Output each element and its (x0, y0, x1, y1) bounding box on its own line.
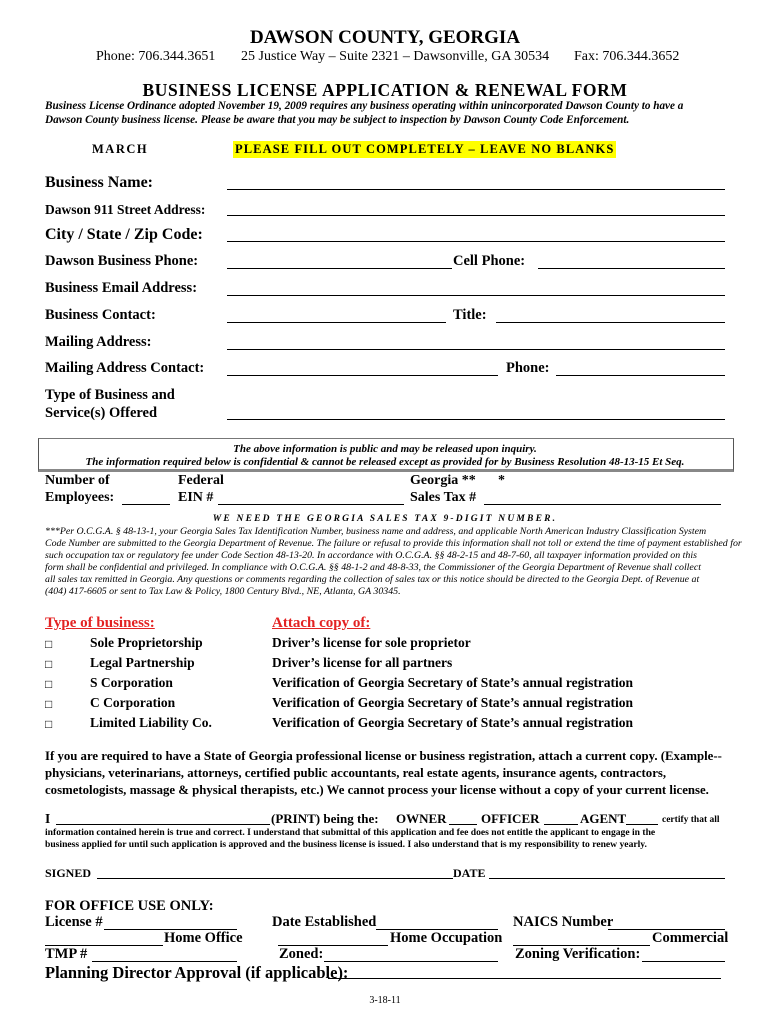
signature-field[interactable] (97, 878, 453, 879)
county-title: DAWSON COUNTY, GEORGIA (249, 27, 521, 48)
fax-text: Fax: 706.344.3652 (574, 49, 680, 64)
mailing-address-field[interactable] (227, 349, 725, 350)
form-title: BUSINESS LICENSE APPLICATION & RENEWAL FORM (142, 80, 628, 100)
fill-notice: PLEASE FILL OUT COMPLETELY – LEAVE NO BLANKS (235, 142, 615, 156)
attach-s-corporation: Verification of Georgia Secretary of State’s annual registration (272, 675, 634, 690)
professional-line-3: cosmetologists, massage & physical therapists, etc.) We cannot process your license without a copy of your current license. (45, 783, 709, 797)
date-established-label: Date Established (272, 914, 377, 930)
georgia-label: Georgia ** (410, 473, 476, 488)
print-label: (PRINT) being the: (271, 811, 379, 826)
checkbox-legal-partnership[interactable]: □ (45, 657, 53, 671)
zoned-label: Zoned: (279, 946, 324, 962)
services-offered-field[interactable] (227, 419, 725, 420)
type-of-business-heading: Type of business: (45, 615, 155, 631)
owner-label: OWNER (396, 811, 447, 826)
officer-label: OFFICER (481, 811, 540, 826)
mailing-contact-field[interactable] (227, 375, 498, 376)
fine-line-2: Code Number are submitted to the Georgia Department of Revenue. The failure or refusal to provide this information shall not toll or extend the time of payment established for (45, 538, 742, 550)
tmp-field[interactable] (92, 961, 237, 962)
print-name-field[interactable] (56, 824, 270, 825)
certify-line-1: information contained herein is true and correct. I understand that submittal of this application and fee does not entitle the applicant to engage in the (45, 827, 656, 838)
business-phone-field[interactable] (227, 268, 452, 269)
fine-line-6: (404) 417-6605 or sent to Tax Law & Policy, 1800 Century Blvd., NE, Atlanta, GA 30345. (45, 586, 401, 598)
cell-phone-label: Cell Phone: (453, 253, 526, 269)
fine-line-3: such occupation tax or regulatory fee under Code Section 48-13-20. In accordance with O.C.G.A. §§ 48-2-15 and 48-7-60, all taxpayer information provided on this (45, 550, 697, 562)
mailing-contact-label: Mailing Address Contact: (45, 360, 205, 376)
planning-approval-field[interactable] (328, 978, 721, 979)
office-use-heading: FOR OFFICE USE ONLY: (45, 898, 214, 914)
type-legal-partnership: Legal Partnership (90, 655, 195, 670)
services-offered-label: Service(s) Offered (45, 405, 158, 421)
attach-c-corporation: Verification of Georgia Secretary of State’s annual registration (272, 695, 634, 710)
owner-field[interactable] (449, 824, 477, 825)
month-label: MARCH (92, 142, 149, 156)
tax-fine-print (45, 526, 742, 599)
cell-phone-field[interactable] (538, 268, 725, 269)
revision-date: 3-18-11 (369, 995, 401, 1006)
confidential-notice: The information required below is confidential & cannot be released except as provided for by Business Resolution 48-13-15 Et Seq. (85, 456, 685, 468)
professional-line-1: If you are required to have a State of Georgia professional license or business registration, attach a current copy. (Example-- (45, 749, 722, 763)
employees-label: Employees: (45, 490, 115, 505)
email-field[interactable] (227, 295, 725, 296)
federal-label: Federal (178, 473, 224, 488)
date-label: DATE (453, 866, 486, 880)
officer-field[interactable] (544, 824, 578, 825)
date-field[interactable] (489, 878, 725, 879)
mailing-address-label: Mailing Address: (45, 334, 152, 350)
home-occupation-label: Home Occupation (390, 930, 503, 946)
attach-legal-partnership: Driver’s license for all partners (272, 655, 453, 670)
intro-line-1: Business License Ordinance adopted November 19, 2009 requires any business operating within unincorporated Dawson County to have a (45, 100, 684, 112)
naics-label: NAICS Number (513, 914, 614, 930)
zoning-verification-field[interactable] (642, 961, 725, 962)
agent-field[interactable] (626, 824, 658, 825)
checkbox-s-corporation[interactable]: □ (45, 677, 53, 691)
license-number-label: License # (45, 914, 103, 930)
title-field[interactable] (496, 322, 725, 323)
business-phone-label: Dawson Business Phone: (45, 253, 199, 269)
sales-tax-field[interactable] (484, 504, 721, 505)
georgia-asterisk: * (498, 473, 505, 488)
zoning-verification-label: Zoning Verification: (515, 946, 641, 962)
type-llc: Limited Liability Co. (90, 715, 212, 730)
city-state-zip-label: City / State / Zip Code: (45, 226, 203, 243)
checkbox-c-corporation[interactable]: □ (45, 697, 53, 711)
certify-that-all: certify that all (662, 815, 720, 825)
email-label: Business Email Address: (45, 280, 198, 296)
street-address-label: Dawson 911 Street Address: (45, 202, 206, 217)
address-text: 25 Justice Way – Suite 2321 – Dawsonville, GA 30534 (241, 49, 550, 64)
ein-field[interactable] (218, 504, 404, 505)
type-s-corporation: S Corporation (90, 675, 173, 690)
public-notice: The above information is public and may be released upon inquiry. (233, 443, 537, 455)
home-office-label: Home Office (164, 930, 243, 946)
signed-label: SIGNED (45, 866, 92, 880)
type-of-business-label: Type of Business and (45, 387, 175, 403)
attach-llc: Verification of Georgia Secretary of State’s annual registration (272, 715, 634, 730)
employees-field[interactable] (122, 504, 170, 505)
professional-license-note (45, 748, 722, 799)
attach-copy-heading: Attach copy of: (272, 615, 371, 631)
attach-sole-proprietorship: Driver’s license for sole proprietor (272, 635, 471, 650)
phone-text: Phone: 706.344.3651 (96, 49, 216, 64)
commercial-label: Commercial (652, 930, 729, 946)
mailing-phone-field[interactable] (556, 375, 725, 376)
tmp-label: TMP # (45, 946, 88, 962)
business-name-label: Business Name: (45, 174, 154, 191)
number-of-label: Number of (45, 473, 110, 488)
contact-label: Business Contact: (45, 307, 156, 323)
certify-i: I (45, 811, 51, 826)
street-address-field[interactable] (227, 215, 725, 216)
mailing-phone-label: Phone: (506, 360, 550, 376)
planning-approval-label: Planning Director Approval (if applicable): (45, 963, 349, 982)
title-label: Title: (453, 307, 487, 323)
fine-line-4: form shall be confidential and privileged. In compliance with O.C.G.A. §§ 48-1-2 and 48-8-33, the Commissioner of the Georgia Department of Revenue shall collect (45, 562, 701, 574)
fine-line-5: all sales tax remitted in Georgia. Any questions or comments regarding the collection of sales tax or this notice should be directed to the Georgia Dept. of Revenue at (45, 574, 700, 586)
certify-line-2: business applied for until such application is approved and the business license is issued. I also understand that is my responsibility to renew yearly. (45, 839, 647, 851)
business-name-field[interactable] (227, 189, 725, 190)
tax-number-heading: WE NEED THE GEORGIA SALES TAX 9-DIGIT NUMBER. (212, 514, 558, 524)
agent-label: AGENT (580, 811, 627, 826)
zoned-field[interactable] (324, 961, 498, 962)
intro-line-2: Dawson County business license. Please be aware that you may be subject to inspection by Dawson County Code Enforcement. (45, 114, 630, 126)
sales-tax-label: Sales Tax # (410, 490, 477, 505)
type-c-corporation: C Corporation (90, 695, 176, 710)
professional-line-2: physicians, veterinarians, attorneys, certified public accountants, real estate agents, insurance agents, contractors, (45, 766, 667, 780)
checkbox-llc[interactable]: □ (45, 717, 53, 731)
checkbox-sole-proprietorship[interactable]: □ (45, 637, 53, 651)
city-state-zip-field[interactable] (227, 241, 725, 242)
certification-text (45, 827, 655, 851)
fine-line-1: ***Per O.C.G.A. § 48-13-1, your Georgia Sales Tax Identification Number, business name and address, and applicable North American Industry Classification System (45, 526, 707, 537)
ein-label: EIN # (178, 490, 214, 505)
contact-field[interactable] (227, 322, 446, 323)
type-sole-proprietorship: Sole Proprietorship (90, 635, 203, 650)
